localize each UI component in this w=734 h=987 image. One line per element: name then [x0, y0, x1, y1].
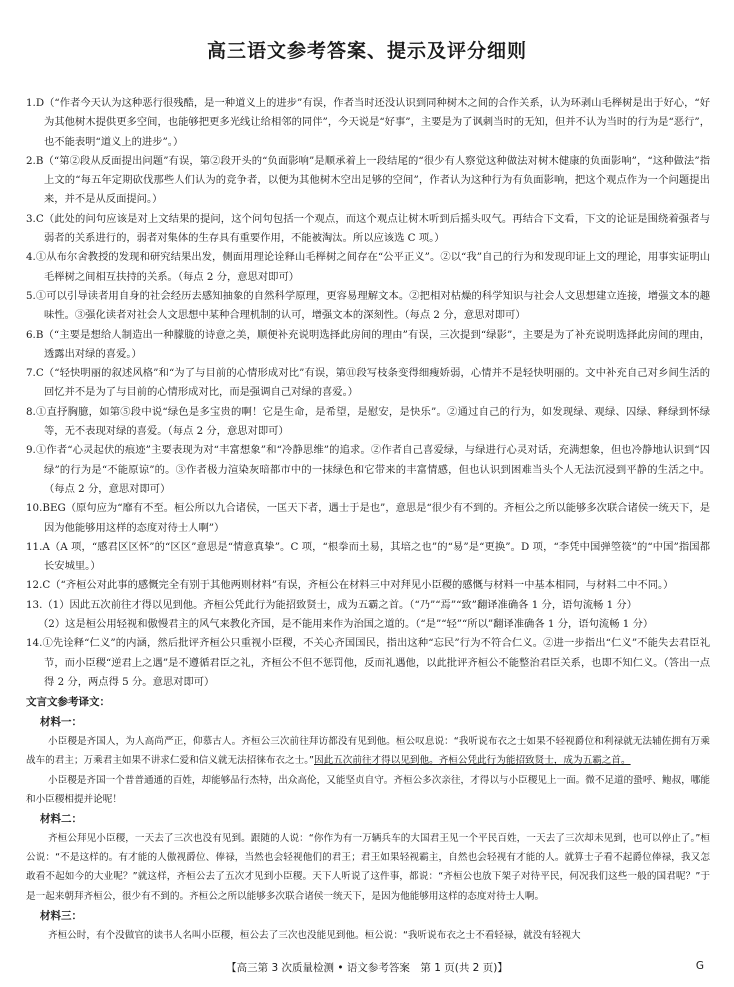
answer-item: 5.①可以引导读者用自身的社会经历去感知抽象的自然科学原理，更容易理解文本。②把相对枯燥的科学知识与社会人文思想建立连接，增强文本的趣味性。③强化读者对社会人文思想中某种合理机制的认可，增强文本的深刻性。（每点 2 分，意思对即可） [26, 289, 710, 322]
answer-item: 3.C（此处的问句应该是对上文结果的提问，这个问句包括一个观点，而这个观点让树木听到后摇头叹气。再结合下文看，下文的论证是围绕着强者与弱者的关系进行的，弱者对集体的生存具有重要作用，不能被淘汰。所以应该选 C 项。） [26, 212, 710, 245]
answer-item-14: 14.①先诠释“仁义”的内涵，然后批评齐桓公只重视小臣稷，不关心齐国国民，指出这种“忘民”行为不符合仁义。②进一步指出“仁义”不能失去君臣礼节，而小臣稷“逆君上之遇”是不遵循君臣之礼，齐桓公不但不惩罚他，反而礼遇他，以此批评齐桓公不能整治君臣关系，也即不知仁义。（答出一点得 2 分，两点得 5 分。意思对即可） [26, 637, 710, 688]
footer-mark: G [695, 960, 704, 972]
answer-item-13: 13.（1）因此五次前往才得以见到他。齐桓公凭此行为能招致贤士，成为五霸之首。（“乃”“焉”“致”翻译准确各 1 分，语句流畅 1 分） [26, 598, 637, 611]
material-3-paragraph: 齐桓公时，有个没做官的读书人名叫小臣稷，桓公去了三次也没能见到他。桓公说：“我听说布衣之士不看轻禄，就没有轻视大 [48, 929, 581, 941]
answer-item: 4.①从布尔舍教授的发现和研究结果出发，侧面用理论诠释山毛榉树之间存在“公平正义”。②以“我”自己的行为和发现印证上文的理论，用事实证明山毛榉树之间相互扶持的关系。（每点 2 分，意思对即可） [26, 251, 710, 283]
answer-item-13-sub: （2）这是桓公用轻视和傲慢君主的风气来教化齐国，是不能用来作为治国之道的。（“是”“轻”“所以”翻译准确各 1 分，语句流畅 1 分） [38, 618, 654, 631]
answer-item: 9.①作者“心灵起伏的痕迹”主要表现为对“丰富想象”和“冷静思维”的追求。②作者自己喜爱绿，与绿进行心灵对话，充满想象，但也冷静地认识到“囚绿”的行为是“不能原谅”的。③作者极力渲染灰暗都市中的一抹绿色和它带来的丰富情感，但也认识到困难当头个人无法沉浸到平静的生活之中。（每点 2 分，意思对即可） [26, 444, 710, 495]
material-1-paragraph [26, 732, 710, 770]
answers-section [26, 94, 710, 945]
answer-item: 6.B（“主要是想给人制造出一种朦胧的诗意之美，顺便补充说明选择此房间的理由”有误，三次提到“绿影”，主要是为了补充说明选择此房间的理由，透露出对绿的喜爱。） [26, 328, 710, 360]
answer-item: 10.BEG（原句应为“靡有不至。桓公所以九合诸侯，一匡天下者，遇士于是也”，意思是“很少有不到的。齐桓公之所以能够多次联合诸侯一统天下，是因为他能够用这样的态度对待士人啊”） [26, 502, 710, 534]
translation-heading: 文言文参考译文： [26, 696, 110, 709]
material-1-paragraph-2: 小臣稷是齐国一个普普通通的百姓，却能够品行杰特，出众高伦，又能坚贞自守。齐桓公多次亲往，才得以与小臣稷见上一面。微不足道的蛩呼、鲍叔，哪能和小臣稷相提并论呢！ [26, 774, 710, 805]
material-1-text: 小臣稷是齐国人，为人高尚严正，仰慕古人。齐桓公三次前往拜访都没有见到他。桓公叹息说：“我听说布衣之士如果不轻视爵位和利禄就无法辅佐拥有万乘战车的君主；万乘君主如果不讲求仁爱和信义就无法招徕布衣之士。” [26, 736, 710, 767]
material-3-title: 材料三： [40, 909, 82, 922]
material-1-underlined-text: 因此五次前往才得以见到他。齐桓公凭此行为能招致贤士，成为五霸之首。 [313, 755, 631, 767]
page-title: 高三语文参考答案、提示及评分细则 [206, 40, 527, 62]
material-2-title: 材料二： [40, 813, 82, 826]
material-1-title: 材料一： [40, 716, 82, 729]
answer-item: 11.A（A 项，“感君区区怀”的“区区”意思是“情意真挚”。C 项，“根拳而土易，其培之也”的“易”是“更换”。D 项，“李凭中国弹箜篌”的“中国”指国都长安城里。） [26, 540, 710, 573]
answer-item: 1.D（“作者今天认为这种恶行很残酷，是一种道义上的进步”有误，作者当时还没认识到同种树木之间的合作关系，认为环剥山毛榉树是出于好心，“好为其他树木提供更多空间，也能够把更多光线让给相邻的同伴”，今天说是“好事”，主要是为了讽刺当时的无知，但并不认为当时的行为是“恶行”，也不能表明“道义上的进步”。） [26, 97, 710, 148]
page-footer: 【高三第 3 次质量检测 • 语文参考答案 第 1 页(共 2 页)】 [226, 962, 508, 974]
answer-item: 12.C（“齐桓公对此事的感慨完全有别于其他两则材料”有误，齐桓公在材料三中对拜见小臣稷的感慨与材料一中基本相同，与材料二中不同。） [26, 579, 674, 592]
answer-item: 8.①直抒胸臆，如第⑤段中说“绿色是多宝贵的啊！它是生命，是希望，是慰安，是快乐”。②通过自己的行为，如发现绿、观绿、囚绿、释绿到怀绿等，无不表现对绿的喜爱。（每点 2 分，意思对即可） [26, 405, 710, 438]
material-2-paragraph: 齐桓公拜见小臣稷，一天去了三次也没有见到。跟随的人说：“你作为有一万辆兵车的大国君王见一个平民百姓，一天去了三次却未见到，也可以停止了。”桓公说：“不是这样的。有才能的人傲视爵位、俸禄，当然也会轻视他们的君王；君王如果轻视霸主，自然也会轻视有才能的人。就算士子看不起爵位俸禄，我又怎敢看不起如今的大业呢？”就这样，齐桓公去了五次才见到小臣稷。天下人听说了这件事，都说：“齐桓公也放下架子对待平民，何况我们这些一般的国君呢？”于是一起来朝拜齐桓公，很少有不到的。齐桓公之所以能够多次联合诸侯一统天下，是因为他能够用这样的态度对待士人啊。 [26, 833, 710, 902]
answer-item: 2.B（“第②段从反面提出问题”有误，第②段开头的“负面影响”是顺承着上一段结尾的“很少有人察觉这种做法对树木健康的负面影响”，“这种做法”指上文的“每五年定期砍伐那些人们认为的竞争者，以便为其他树木空出足够的空间”，作者认为这种行为有负面影响，把这个观点作为一个问题提出来，并不是从反面提问。） [26, 154, 710, 206]
answer-item: 7.C（“轻快明丽的叙述风格”和“为了与目前的心情形成对比”有误，第⑪段写枝条变得细瘦娇弱，心情并不是轻快明丽的。文中补充自己对乡间生活的回忆并不是为了与目前的心情形成对比，而是强调自己对绿的喜爱。） [26, 367, 710, 399]
